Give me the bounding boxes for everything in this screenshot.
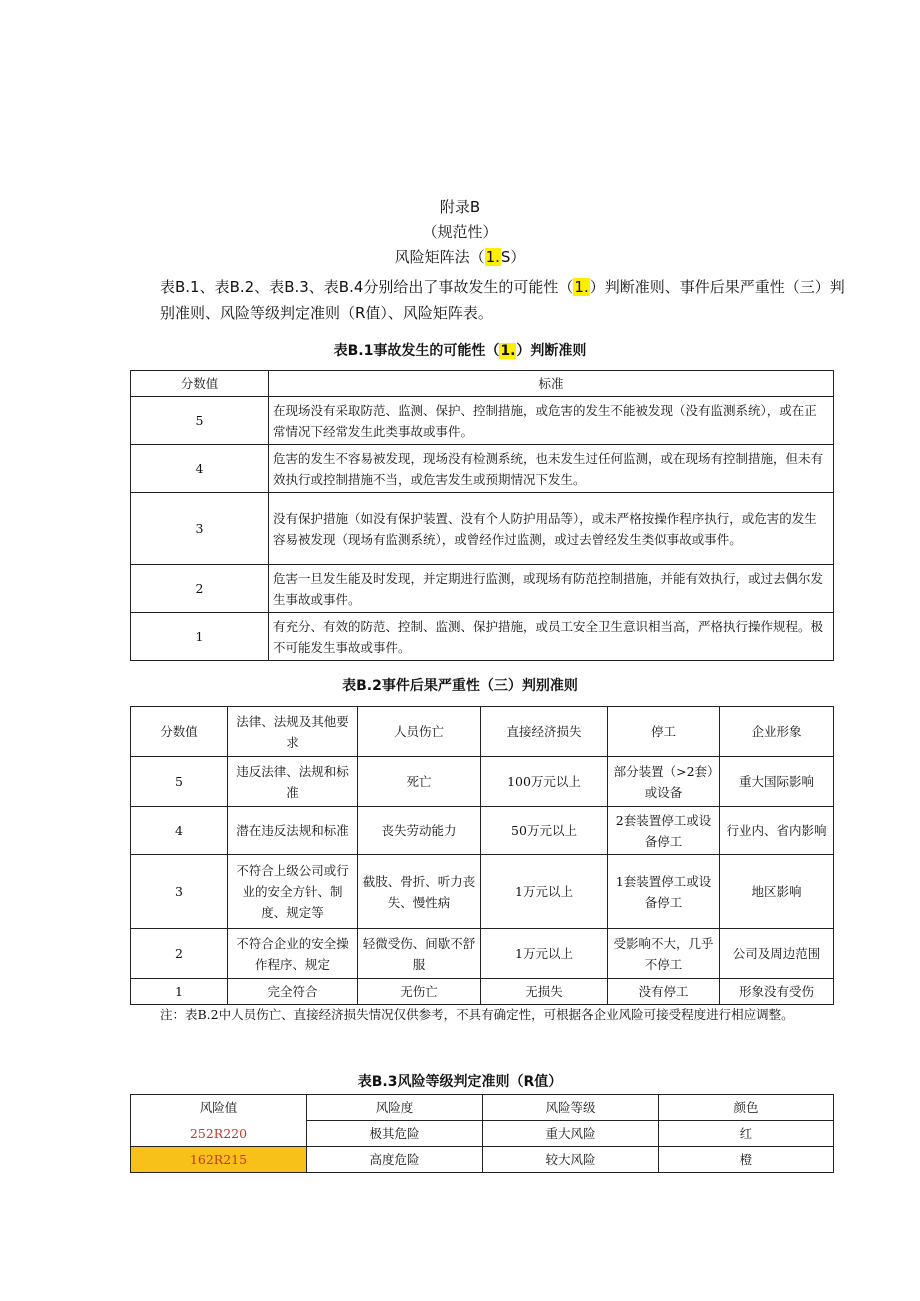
score-cell: 4 <box>131 445 269 493</box>
table-cell: 受影响不大，几乎不停工 <box>608 929 720 979</box>
risk-value-cell: 162R215 <box>131 1147 307 1173</box>
table-cell: 形象没有受伤 <box>720 979 834 1005</box>
table-cell: 高度危险 <box>307 1147 483 1173</box>
table-header: 风险值 <box>131 1095 307 1121</box>
criteria-cell: 有充分、有效的防范、控制、监测、保护措施，或员工安全卫生意识相当高，严格执行操作规程。极不可能发生事故或事件。 <box>269 613 834 661</box>
table-cell: 截肢、骨折、听力丧失、慢性病 <box>358 855 481 929</box>
table-header: 企业形象 <box>720 707 834 757</box>
score-cell: 3 <box>131 855 228 929</box>
likelihood-table <box>130 370 834 661</box>
table-header: 风险度 <box>307 1095 483 1121</box>
score-cell: 5 <box>131 757 228 807</box>
score-cell: 3 <box>131 493 269 565</box>
table-note: 注：表B.2中人员伤亡、直接经济损失情况仅供参考，不具有确定性，可根据各企业风险可接受程度进行相应调整。 <box>160 1007 794 1022</box>
table-header: 颜色 <box>659 1095 834 1121</box>
table-header: 风险等级 <box>483 1095 659 1121</box>
table-header: 法律、法规及其他要求 <box>228 707 358 757</box>
table-cell: 100万元以上 <box>481 757 608 807</box>
score-cell: 2 <box>131 929 228 979</box>
intro-paragraph: 表B.1、表B.2、表B.3、表B.4分别给出了事故发生的可能性（1.）判断准则、事件后果严重性（三）判别准则、风险等级判定准则（R值）、风险矩阵表。 <box>160 278 845 322</box>
criteria-cell: 危害一旦发生能及时发现，并定期进行监测，或现场有防范控制措施，并能有效执行，或过去偶尔发生事故或事件。 <box>269 565 834 613</box>
table-cell: 部分装置（>2套）或设备 <box>608 757 720 807</box>
table-cell: 1万元以上 <box>481 855 608 929</box>
table-cell: 50万元以上 <box>481 807 608 855</box>
table-cell: 行业内、省内影响 <box>720 807 834 855</box>
table-cell: 无损失 <box>481 979 608 1005</box>
table-cell: 2套装置停工或设备停工 <box>608 807 720 855</box>
table3-caption: 表B.3风险等级判定准则（R值） <box>357 1074 563 1090</box>
table-cell: 极其危险 <box>307 1121 483 1147</box>
table2-caption: 表B.2事件后果严重性（三）判别准则 <box>342 678 578 694</box>
table-cell: 红 <box>659 1121 834 1147</box>
score-cell: 5 <box>131 397 269 445</box>
table-header: 人员伤亡 <box>358 707 481 757</box>
table-cell: 重大风险 <box>483 1121 659 1147</box>
table-cell: 橙 <box>659 1147 834 1173</box>
table-cell: 丧失劳动能力 <box>358 807 481 855</box>
table-cell: 不符合上级公司或行业的安全方针、制度、规定等 <box>228 855 358 929</box>
score-cell: 1 <box>131 613 269 661</box>
table-header: 直接经济损失 <box>481 707 608 757</box>
table-cell: 没有停工 <box>608 979 720 1005</box>
criteria-cell: 没有保护措施（如没有保护装置、没有个人防护用品等），或未严格按操作程序执行，或危害的发生容易被发现（现场有监测系统），或曾经作过监测，或过去曾经发生类似事故或事件。 <box>269 493 834 565</box>
criteria-cell: 在现场没有采取防范、监测、保护、控制措施，或危害的发生不能被发现（没有监测系统），或在正常情况下经常发生此类事故或事件。 <box>269 397 834 445</box>
method-title: 风险矩阵法（1.S） <box>394 248 526 266</box>
table-header: 分数值 <box>131 371 269 397</box>
table-cell: 轻微受伤、间歇不舒服 <box>358 929 481 979</box>
table-header: 标准 <box>269 371 834 397</box>
score-cell: 4 <box>131 807 228 855</box>
table-cell: 较大风险 <box>483 1147 659 1173</box>
table-cell: 地区影响 <box>720 855 834 929</box>
table-cell: 不符合企业的安全操作程序、规定 <box>228 929 358 979</box>
table-header: 分数值 <box>131 707 228 757</box>
appendix-title: 附录B <box>439 198 481 216</box>
table-cell: 潜在违反法规和标准 <box>228 807 358 855</box>
criteria-cell: 危害的发生不容易被发现，现场没有检测系统，也未发生过任何监测，或在现场有控制措施，但未有效执行或控制措施不当，或危害发生或预期情况下发生。 <box>269 445 834 493</box>
table-cell: 完全符合 <box>228 979 358 1005</box>
risk-value-cell: 252R220 <box>131 1121 307 1147</box>
table-cell: 公司及周边范围 <box>720 929 834 979</box>
table-cell: 无伤亡 <box>358 979 481 1005</box>
table-cell: 1万元以上 <box>481 929 608 979</box>
table-cell: 死亡 <box>358 757 481 807</box>
table-header: 停工 <box>608 707 720 757</box>
risk-level-table <box>130 1094 834 1173</box>
table-cell: 1套装置停工或设备停工 <box>608 855 720 929</box>
table-cell: 违反法律、法规和标准 <box>228 757 358 807</box>
normative-label: （规范性） <box>422 223 498 241</box>
score-cell: 2 <box>131 565 269 613</box>
severity-table <box>130 706 834 1005</box>
table1-caption: 表B.1事故发生的可能性（1.）判断准则 <box>333 343 587 359</box>
score-cell: 1 <box>131 979 228 1005</box>
table-cell: 重大国际影响 <box>720 757 834 807</box>
